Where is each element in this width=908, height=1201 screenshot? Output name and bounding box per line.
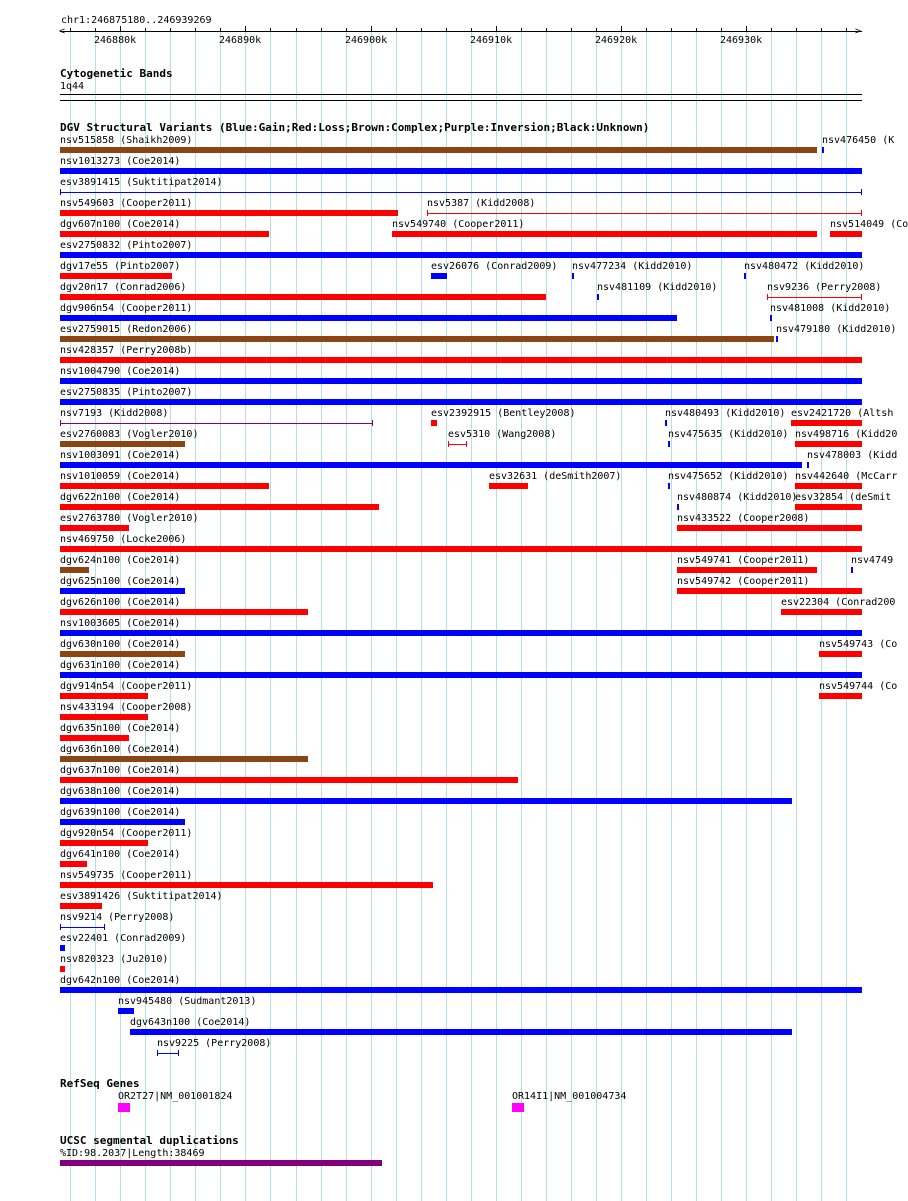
variant-bar[interactable]	[60, 966, 65, 972]
ruler-minor-tick	[721, 28, 722, 31]
variant-label[interactable]: nsv549744 (Co	[819, 681, 898, 692]
cytoband-line-top	[60, 94, 862, 95]
refseq-track-title: RefSeq Genes	[60, 1077, 140, 1090]
variant-label[interactable]: nsv515858 (Shaikh2009)	[60, 135, 193, 146]
variant-label[interactable]: esv26076 (Conrad2009)	[431, 261, 558, 272]
variant-bar[interactable]	[60, 294, 546, 300]
variant-bar-end-left	[767, 294, 768, 300]
variant-label[interactable]: nsv549740 (Cooper2011)	[392, 219, 525, 230]
ruler-minor-tick	[571, 28, 572, 31]
variant-bar[interactable]	[60, 756, 308, 762]
variant-bar[interactable]	[118, 1008, 134, 1014]
variant-bar-end-left	[448, 441, 449, 447]
variant-bar[interactable]	[60, 399, 862, 405]
variant-bar[interactable]	[851, 567, 853, 573]
cytoband-track-title: Cytogenetic Bands	[60, 67, 173, 80]
variant-bar[interactable]	[822, 147, 824, 153]
grid-line	[846, 30, 847, 1201]
ruler-major-tick	[496, 26, 497, 32]
variant-bar[interactable]	[60, 504, 379, 510]
variant-bar[interactable]	[60, 336, 774, 342]
variant-bar[interactable]	[431, 273, 447, 279]
gene-bar[interactable]	[118, 1103, 130, 1112]
variant-bar-end-right	[861, 189, 862, 195]
variant-label[interactable]: dgv914n54 (Cooper2011)	[60, 681, 193, 692]
variant-bar[interactable]	[819, 693, 862, 699]
ruler-label: 246930k	[720, 35, 763, 46]
variant-label[interactable]: nsv1010059 (Coe2014)	[60, 471, 181, 482]
variant-bar[interactable]	[60, 927, 105, 928]
variant-label[interactable]: esv22401 (Conrad2009)	[60, 933, 187, 944]
variant-label[interactable]: dgv636n100 (Coe2014)	[60, 744, 181, 755]
variant-bar[interactable]	[665, 420, 667, 426]
ruler-minor-tick	[95, 28, 96, 31]
segdup-bar[interactable]	[60, 1160, 382, 1166]
variant-bar[interactable]	[60, 546, 862, 552]
variant-bar[interactable]	[795, 483, 862, 489]
variant-bar[interactable]	[60, 735, 129, 741]
variant-label[interactable]: esv5310 (Wang2008)	[448, 429, 557, 440]
variant-bar-end-right	[178, 1050, 179, 1056]
variant-bar[interactable]	[60, 819, 185, 825]
gene-label[interactable]: OR2T27|NM_001001824	[118, 1091, 233, 1102]
variant-bar[interactable]	[60, 672, 862, 678]
ruler-major-tick	[621, 26, 622, 32]
variant-label[interactable]: nsv1003605 (Coe2014)	[60, 618, 181, 629]
variant-bar[interactable]	[770, 315, 772, 321]
grid-line	[796, 30, 797, 1201]
ruler-minor-tick	[596, 28, 597, 31]
variant-bar[interactable]	[677, 525, 862, 531]
variant-bar[interactable]	[60, 315, 677, 321]
variant-bar-end-right	[104, 924, 105, 930]
variant-label[interactable]: nsv1004790 (Coe2014)	[60, 366, 181, 377]
variant-bar-end-left	[427, 210, 428, 216]
variant-bar[interactable]	[776, 336, 778, 342]
variant-bar[interactable]	[60, 693, 148, 699]
variant-label[interactable]: esv2763780 (Vogler2010)	[60, 513, 199, 524]
ruler-label: 246920k	[595, 35, 638, 46]
variant-label[interactable]: esv2759015 (Redon2006)	[60, 324, 193, 335]
variant-label[interactable]: nsv820323 (Ju2010)	[60, 954, 169, 965]
ruler-minor-tick	[421, 28, 422, 31]
variant-label[interactable]: nsv9225 (Perry2008)	[157, 1038, 272, 1049]
variant-bar-end-left	[60, 420, 61, 426]
variant-label[interactable]: nsv480472 (Kidd2010)	[744, 261, 865, 272]
ruler-minor-tick	[346, 28, 347, 31]
variant-bar[interactable]	[427, 213, 862, 214]
variant-label[interactable]: nsv1013273 (Coe2014)	[60, 156, 181, 167]
grid-line	[746, 30, 747, 1201]
variant-label[interactable]: dgv643n100 (Coe2014)	[130, 1017, 251, 1028]
variant-label[interactable]: nsv9214 (Perry2008)	[60, 912, 175, 923]
variant-label[interactable]: nsv5387 (Kidd2008)	[427, 198, 536, 209]
variant-bar[interactable]	[60, 651, 185, 657]
variant-label[interactable]: nsv549742 (Cooper2011)	[677, 576, 810, 587]
variant-label[interactable]: nsv475635 (Kidd2010)	[668, 429, 789, 440]
variant-label[interactable]: esv2750835 (Pinto2007)	[60, 387, 193, 398]
variant-bar[interactable]	[60, 840, 148, 846]
variant-bar[interactable]	[60, 714, 148, 720]
variant-label[interactable]: esv2760083 (Vogler2010)	[60, 429, 199, 440]
ruler-major-tick	[746, 26, 747, 32]
ruler-minor-tick	[696, 28, 697, 31]
variant-label[interactable]: esv3891426 (Suktitipat2014)	[60, 891, 223, 902]
ruler-label: 246880k	[94, 35, 137, 46]
grid-line	[270, 30, 271, 1201]
variant-label[interactable]: nsv4749	[851, 555, 894, 566]
variant-label[interactable]: esv2750832 (Pinto2007)	[60, 240, 193, 251]
grid-line	[321, 30, 322, 1201]
variant-bar[interactable]	[60, 252, 862, 258]
variant-bar[interactable]	[807, 462, 809, 468]
variant-label[interactable]: dgv630n100 (Coe2014)	[60, 639, 181, 650]
ruler-major-tick	[120, 26, 121, 32]
variant-bar[interactable]	[392, 231, 817, 237]
variant-label[interactable]: esv2421720 (Altsh	[791, 408, 894, 419]
variant-label[interactable]: esv3891415 (Suktitipat2014)	[60, 177, 223, 188]
variant-bar[interactable]	[781, 609, 862, 615]
variant-label[interactable]: nsv475652 (Kidd2010)	[668, 471, 789, 482]
variant-bar[interactable]	[130, 1029, 792, 1035]
variant-label[interactable]: dgv906n54 (Cooper2011)	[60, 303, 193, 314]
variant-label[interactable]: nsv549743 (Co	[819, 639, 898, 650]
grid-line	[721, 30, 722, 1201]
variant-bar-end-right	[861, 210, 862, 216]
variant-label[interactable]: nsv481109 (Kidd2010)	[597, 282, 718, 293]
ruler-major-tick	[371, 26, 372, 32]
ruler-minor-tick	[170, 28, 171, 31]
variant-label[interactable]: nsv479180 (Kidd2010)	[776, 324, 897, 335]
variant-bar[interactable]	[60, 903, 102, 909]
variant-label[interactable]: nsv480493 (Kidd2010)	[665, 408, 786, 419]
variant-bar[interactable]	[744, 273, 746, 279]
variant-label[interactable]: dgv920n54 (Cooper2011)	[60, 828, 193, 839]
variant-bar[interactable]	[60, 588, 185, 594]
variant-bar[interactable]	[60, 231, 269, 237]
variant-bar-end-right	[861, 294, 862, 300]
variant-bar[interactable]	[597, 294, 599, 300]
ruler-minor-tick	[270, 28, 271, 31]
variant-bar[interactable]	[60, 630, 862, 636]
variant-bar[interactable]	[60, 192, 862, 193]
variant-label[interactable]: dgv635n100 (Coe2014)	[60, 723, 181, 734]
variant-label[interactable]: esv2392915 (Bentley2008)	[431, 408, 576, 419]
variant-label[interactable]: nsv433522 (Cooper2008)	[677, 513, 810, 524]
ruler-label: 246900k	[345, 35, 388, 46]
variant-label[interactable]: dgv607n100 (Coe2014)	[60, 219, 181, 230]
variant-label[interactable]: dgv622n100 (Coe2014)	[60, 492, 181, 503]
variant-bar[interactable]	[60, 168, 862, 174]
variant-label[interactable]: nsv469750 (Locke2006)	[60, 534, 187, 545]
ruler-minor-tick	[220, 28, 221, 31]
variant-bar[interactable]	[60, 357, 862, 363]
grid-line	[396, 30, 397, 1201]
variant-bar[interactable]	[60, 798, 792, 804]
gene-bar[interactable]	[512, 1103, 524, 1112]
variant-label[interactable]: nsv498716 (Kidd20	[795, 429, 898, 440]
grid-line	[771, 30, 772, 1201]
ruler-minor-tick	[296, 28, 297, 31]
variant-bar[interactable]	[668, 483, 670, 489]
grid-line	[821, 30, 822, 1201]
variant-label[interactable]: esv32631 (deSmith2007)	[489, 471, 622, 482]
variant-bar-end-left	[60, 924, 61, 930]
variant-bar[interactable]	[60, 462, 802, 468]
variant-label[interactable]: nsv549603 (Cooper2011)	[60, 198, 193, 209]
grid-line	[296, 30, 297, 1201]
variant-label[interactable]: dgv639n100 (Coe2014)	[60, 807, 181, 818]
grid-line	[671, 30, 672, 1201]
variant-label[interactable]: nsv433194 (Cooper2008)	[60, 702, 193, 713]
variant-bar[interactable]	[677, 588, 862, 594]
variant-label[interactable]: dgv641n100 (Coe2014)	[60, 849, 181, 860]
grid-line	[596, 30, 597, 1201]
variant-bar[interactable]	[60, 567, 89, 573]
variant-bar[interactable]	[60, 273, 172, 279]
ruler-right-arrow: >	[855, 26, 862, 37]
variant-bar[interactable]	[60, 483, 269, 489]
variant-bar-end-right	[466, 441, 467, 447]
ruler-minor-tick	[446, 28, 447, 31]
ruler-minor-tick	[471, 28, 472, 31]
variant-label[interactable]: nsv7193 (Kidd2008)	[60, 408, 169, 419]
variant-label[interactable]: nsv442640 (McCarr	[795, 471, 898, 482]
cytoband-label[interactable]: 1q44	[60, 81, 85, 92]
ruler-minor-tick	[521, 28, 522, 31]
variant-bar[interactable]	[60, 378, 862, 384]
variant-label[interactable]: dgv638n100 (Coe2014)	[60, 786, 181, 797]
ruler-minor-tick	[321, 28, 322, 31]
variant-label[interactable]: dgv624n100 (Coe2014)	[60, 555, 181, 566]
variant-bar[interactable]	[60, 525, 129, 531]
grid-line	[571, 30, 572, 1201]
variant-label[interactable]: dgv20n17 (Conrad2006)	[60, 282, 187, 293]
gene-label[interactable]: OR14I1|NM_001004734	[512, 1091, 627, 1102]
variant-label[interactable]: nsv549735 (Cooper2011)	[60, 870, 193, 881]
variant-label[interactable]: dgv625n100 (Coe2014)	[60, 576, 181, 587]
variant-label[interactable]: dgv642n100 (Coe2014)	[60, 975, 181, 986]
variant-bar[interactable]	[60, 861, 87, 867]
variant-bar[interactable]	[60, 441, 185, 447]
ruler-minor-tick	[70, 28, 71, 31]
variant-label[interactable]: dgv637n100 (Coe2014)	[60, 765, 181, 776]
variant-label[interactable]: nsv476450 (K	[822, 135, 895, 146]
variant-label[interactable]: nsv477234 (Kidd2010)	[572, 261, 693, 272]
variant-bar[interactable]	[448, 444, 467, 445]
variant-bar[interactable]	[572, 273, 574, 279]
variant-label[interactable]: dgv626n100 (Coe2014)	[60, 597, 181, 608]
variant-bar[interactable]	[767, 297, 862, 298]
variant-label[interactable]: esv32854 (deSmit	[795, 492, 892, 503]
ruler-minor-tick	[646, 28, 647, 31]
variant-bar[interactable]	[157, 1053, 179, 1054]
variant-bar[interactable]	[795, 441, 862, 447]
variant-label[interactable]: nsv481008 (Kidd2010)	[770, 303, 891, 314]
variant-bar[interactable]	[791, 420, 862, 426]
variant-label[interactable]: dgv17e55 (Pinto2007)	[60, 261, 181, 272]
variant-bar[interactable]	[819, 651, 862, 657]
ruler-label: 246890k	[219, 35, 262, 46]
variant-bar[interactable]	[60, 423, 373, 424]
variant-label[interactable]: nsv9236 (Perry2008)	[767, 282, 882, 293]
variant-bar[interactable]	[60, 210, 398, 216]
cytoband-line-bottom	[60, 100, 862, 101]
variant-label[interactable]: nsv480874 (Kidd2010)	[677, 492, 798, 503]
variant-label[interactable]: nsv945480 (Sudmant2013)	[118, 996, 257, 1007]
variant-label[interactable]: esv22304 (Conrad200	[781, 597, 896, 608]
ruler-minor-tick	[671, 28, 672, 31]
variant-bar[interactable]	[677, 567, 817, 573]
variant-bar[interactable]	[668, 441, 670, 447]
ruler-axis	[60, 31, 862, 32]
variant-bar[interactable]	[60, 609, 308, 615]
variant-label[interactable]: dgv631n100 (Coe2014)	[60, 660, 181, 671]
dgv-track-title: DGV Structural Variants (Blue:Gain;Red:Loss;Brown:Complex;Purple:Inversion;Black:Unknown)	[60, 121, 650, 134]
variant-bar-end-right	[372, 420, 373, 426]
region-label: chr1:246875180..246939269	[61, 15, 212, 26]
grid-line	[546, 30, 547, 1201]
variant-label[interactable]: nsv1003091 (Coe2014)	[60, 450, 181, 461]
ruler-major-tick	[245, 26, 246, 32]
variant-bar[interactable]	[60, 777, 518, 783]
ruler-minor-tick	[846, 28, 847, 31]
variant-bar[interactable]	[489, 483, 528, 489]
variant-bar[interactable]	[795, 504, 862, 510]
ruler-minor-tick	[546, 28, 547, 31]
variant-label[interactable]: nsv514049 (Co	[830, 219, 908, 230]
variant-bar[interactable]	[60, 987, 862, 993]
variant-bar[interactable]	[60, 147, 817, 153]
variant-bar[interactable]	[60, 882, 433, 888]
ruler-minor-tick	[195, 28, 196, 31]
ruler-minor-tick	[771, 28, 772, 31]
ruler-left-arrow: <	[59, 26, 66, 37]
segdup-track-title: UCSC segmental duplications	[60, 1134, 239, 1147]
variant-bar-end-left	[60, 189, 61, 195]
grid-line	[621, 30, 622, 1201]
variant-bar-end-left	[157, 1050, 158, 1056]
variant-label[interactable]: nsv428357 (Perry2008b)	[60, 345, 193, 356]
ruler-minor-tick	[145, 28, 146, 31]
segdup-label: %ID:98.2037|Length:38469	[60, 1148, 205, 1159]
variant-bar[interactable]	[431, 420, 437, 426]
grid-line	[346, 30, 347, 1201]
variant-label[interactable]: nsv549741 (Cooper2011)	[677, 555, 810, 566]
variant-label[interactable]: nsv478003 (Kidd	[807, 450, 898, 461]
grid-line	[646, 30, 647, 1201]
ruler-minor-tick	[821, 28, 822, 31]
grid-line	[371, 30, 372, 1201]
ruler-minor-tick	[396, 28, 397, 31]
variant-bar[interactable]	[60, 945, 65, 951]
grid-line	[421, 30, 422, 1201]
variant-bar[interactable]	[830, 231, 862, 237]
ruler-minor-tick	[796, 28, 797, 31]
variant-bar[interactable]	[677, 504, 679, 510]
ruler-label: 246910k	[470, 35, 513, 46]
grid-line	[696, 30, 697, 1201]
